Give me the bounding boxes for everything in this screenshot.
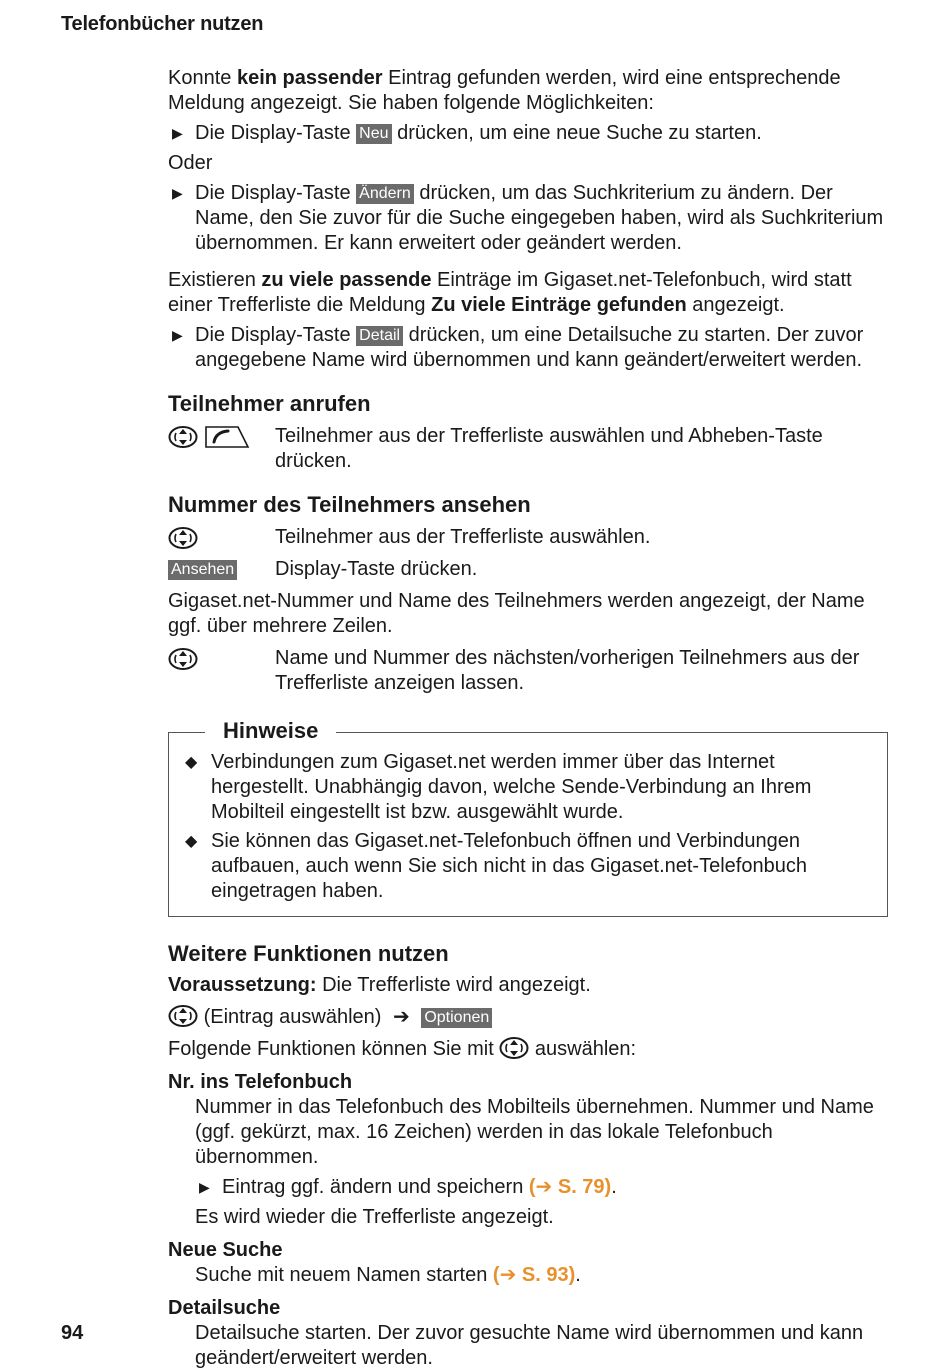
hinweise-box — [168, 718, 888, 917]
no-match-paragraph: Konnte kein passender Eintrag gefunden werden, wird eine entsprechende Meldung angezeigt. Sie haben folgende Möglichkeiten: — [168, 67, 841, 114]
bullet-detail: ▶ Die Display-Taste Detail drücken, um eine Detailsuche zu starten. Der zuvor angegebene Name wird übernommen und kann geändert/erweitert werden. — [172, 324, 864, 371]
bullet-triangle-icon: ▶ — [172, 125, 183, 141]
handset-icon — [204, 425, 250, 449]
bullet-triangle-icon: ▶ — [172, 327, 183, 343]
oder-text: Oder — [168, 152, 213, 174]
folgende-funktionen: Folgende Funktionen können Sie mit auswählen: — [168, 1038, 637, 1060]
arrow-right-icon: ➔ — [393, 1006, 410, 1028]
display-key-aendern[interactable]: Ändern — [356, 184, 414, 204]
display-key-optionen[interactable]: Optionen — [421, 1008, 492, 1028]
eintrag-optionen-step: (Eintrag auswählen) ➔ Optionen — [168, 1005, 888, 1030]
page-number: 94 — [61, 1322, 84, 1344]
voraussetzung: Voraussetzung: Die Trefferliste wird angezeigt. — [168, 974, 591, 996]
step-ansehen-3: Name und Nummer des nächsten/vorherigen Teilnehmers aus der Trefferliste anzeigen lassen. — [168, 646, 888, 696]
bullet-neu: ▶ Die Display-Taste Neu drücken, um eine neue Suche zu starten. — [172, 122, 762, 144]
step-anrufen: Teilnehmer aus der Trefferliste auswählen und Abheben-Taste drücken. — [168, 424, 888, 474]
too-many-paragraph: Existieren zu viele passende Einträge im Gigaset.net-Telefonbuch, wird statt einer Trefferliste die Meldung Zu viele Einträge gefunden angezeigt. — [168, 269, 852, 316]
nav-key-icon — [168, 527, 198, 549]
heading-nummer-ansehen: Nummer des Teilnehmers ansehen — [168, 492, 531, 517]
step-ansehen-1: Teilnehmer aus der Trefferliste auswählen. — [168, 525, 888, 550]
nav-key-icon — [168, 1005, 198, 1027]
entry-detail-body: Detailsuche starten. Der zuvor gesuchte Name wird übernommen und kann geändert/erweitert werden. — [195, 1322, 864, 1369]
display-key-ansehen[interactable]: Ansehen — [168, 560, 237, 580]
hinweis-item: ◆ Sie können das Gigaset.net-Telefonbuch öffnen und Verbindungen aufbauen, auch wenn Sie sich nicht in das Gigaset.net-Telefonbuch eingetragen haben. — [185, 830, 807, 902]
bullet-triangle-icon: ▶ — [199, 1179, 210, 1195]
nav-key-icon — [168, 648, 198, 670]
entry-nr-ins-telefonbuch: Nr. ins Telefonbuch — [168, 1071, 353, 1093]
nav-key-icon — [499, 1037, 529, 1059]
page-header-title: Telefonbücher nutzen — [61, 13, 264, 35]
entry-neue-suche: Neue Suche — [168, 1239, 283, 1261]
bullet-triangle-icon: ▶ — [172, 185, 183, 201]
page-link-79[interactable]: (➔ S. 79) — [528, 1176, 612, 1198]
heading-teilnehmer-anrufen: Teilnehmer anrufen — [168, 391, 371, 416]
page-content — [168, 66, 888, 1371]
display-key-detail[interactable]: Detail — [356, 326, 403, 346]
hinweis-item: ◆ Verbindungen zum Gigaset.net werden immer über das Internet hergestellt. Unabhängig davon, welche Sende-Verbindung an Ihrem Mobilteil eingestellt ist bzw. ausgewählt wurde. — [185, 751, 812, 823]
entry-neue-body: Suche mit neuem Namen starten (➔ S. 93). — [195, 1264, 581, 1286]
bullet-aendern: ▶ Die Display-Taste Ändern drücken, um das Suchkriterium zu ändern. Der Name, den Sie zuvor für die Suche eingegeben haben, wird als Suchkriterium übernommen. Er kann erweitert oder geändert werden. — [172, 182, 884, 254]
bullet-eintrag-speichern: ▶ Eintrag ggf. ändern und speichern (➔ S. 79). — [199, 1176, 617, 1198]
step-ansehen-2: Ansehen Display-Taste drücken. — [168, 557, 888, 582]
bullet-diamond-icon: ◆ — [185, 754, 198, 771]
ansehen-paragraph: Gigaset.net-Nummer und Name des Teilnehmers werden angezeigt, der Name ggf. über mehrere Zeilen. — [168, 590, 865, 637]
bullet-diamond-icon: ◆ — [185, 833, 198, 850]
heading-weitere-funktionen: Weitere Funktionen nutzen — [168, 941, 449, 966]
nav-key-icon — [168, 426, 198, 448]
entry-nr-body: Nummer in das Telefonbuch des Mobilteils übernehmen. Nummer und Name (ggf. gekürzt, max. 16 Zeichen) werden in das lokale Telefonbuch übernommen. ▶ Eintrag ggf. ändern und speichern (➔ S. 79). Es wird wieder die Trefferliste angezeigt. — [168, 1095, 888, 1230]
hinweise-title: Hinweise — [205, 718, 336, 744]
page-link-93[interactable]: (➔ S. 93) — [492, 1264, 576, 1286]
entry-detailsuche: Detailsuche — [168, 1297, 281, 1319]
display-key-neu[interactable]: Neu — [356, 124, 391, 144]
